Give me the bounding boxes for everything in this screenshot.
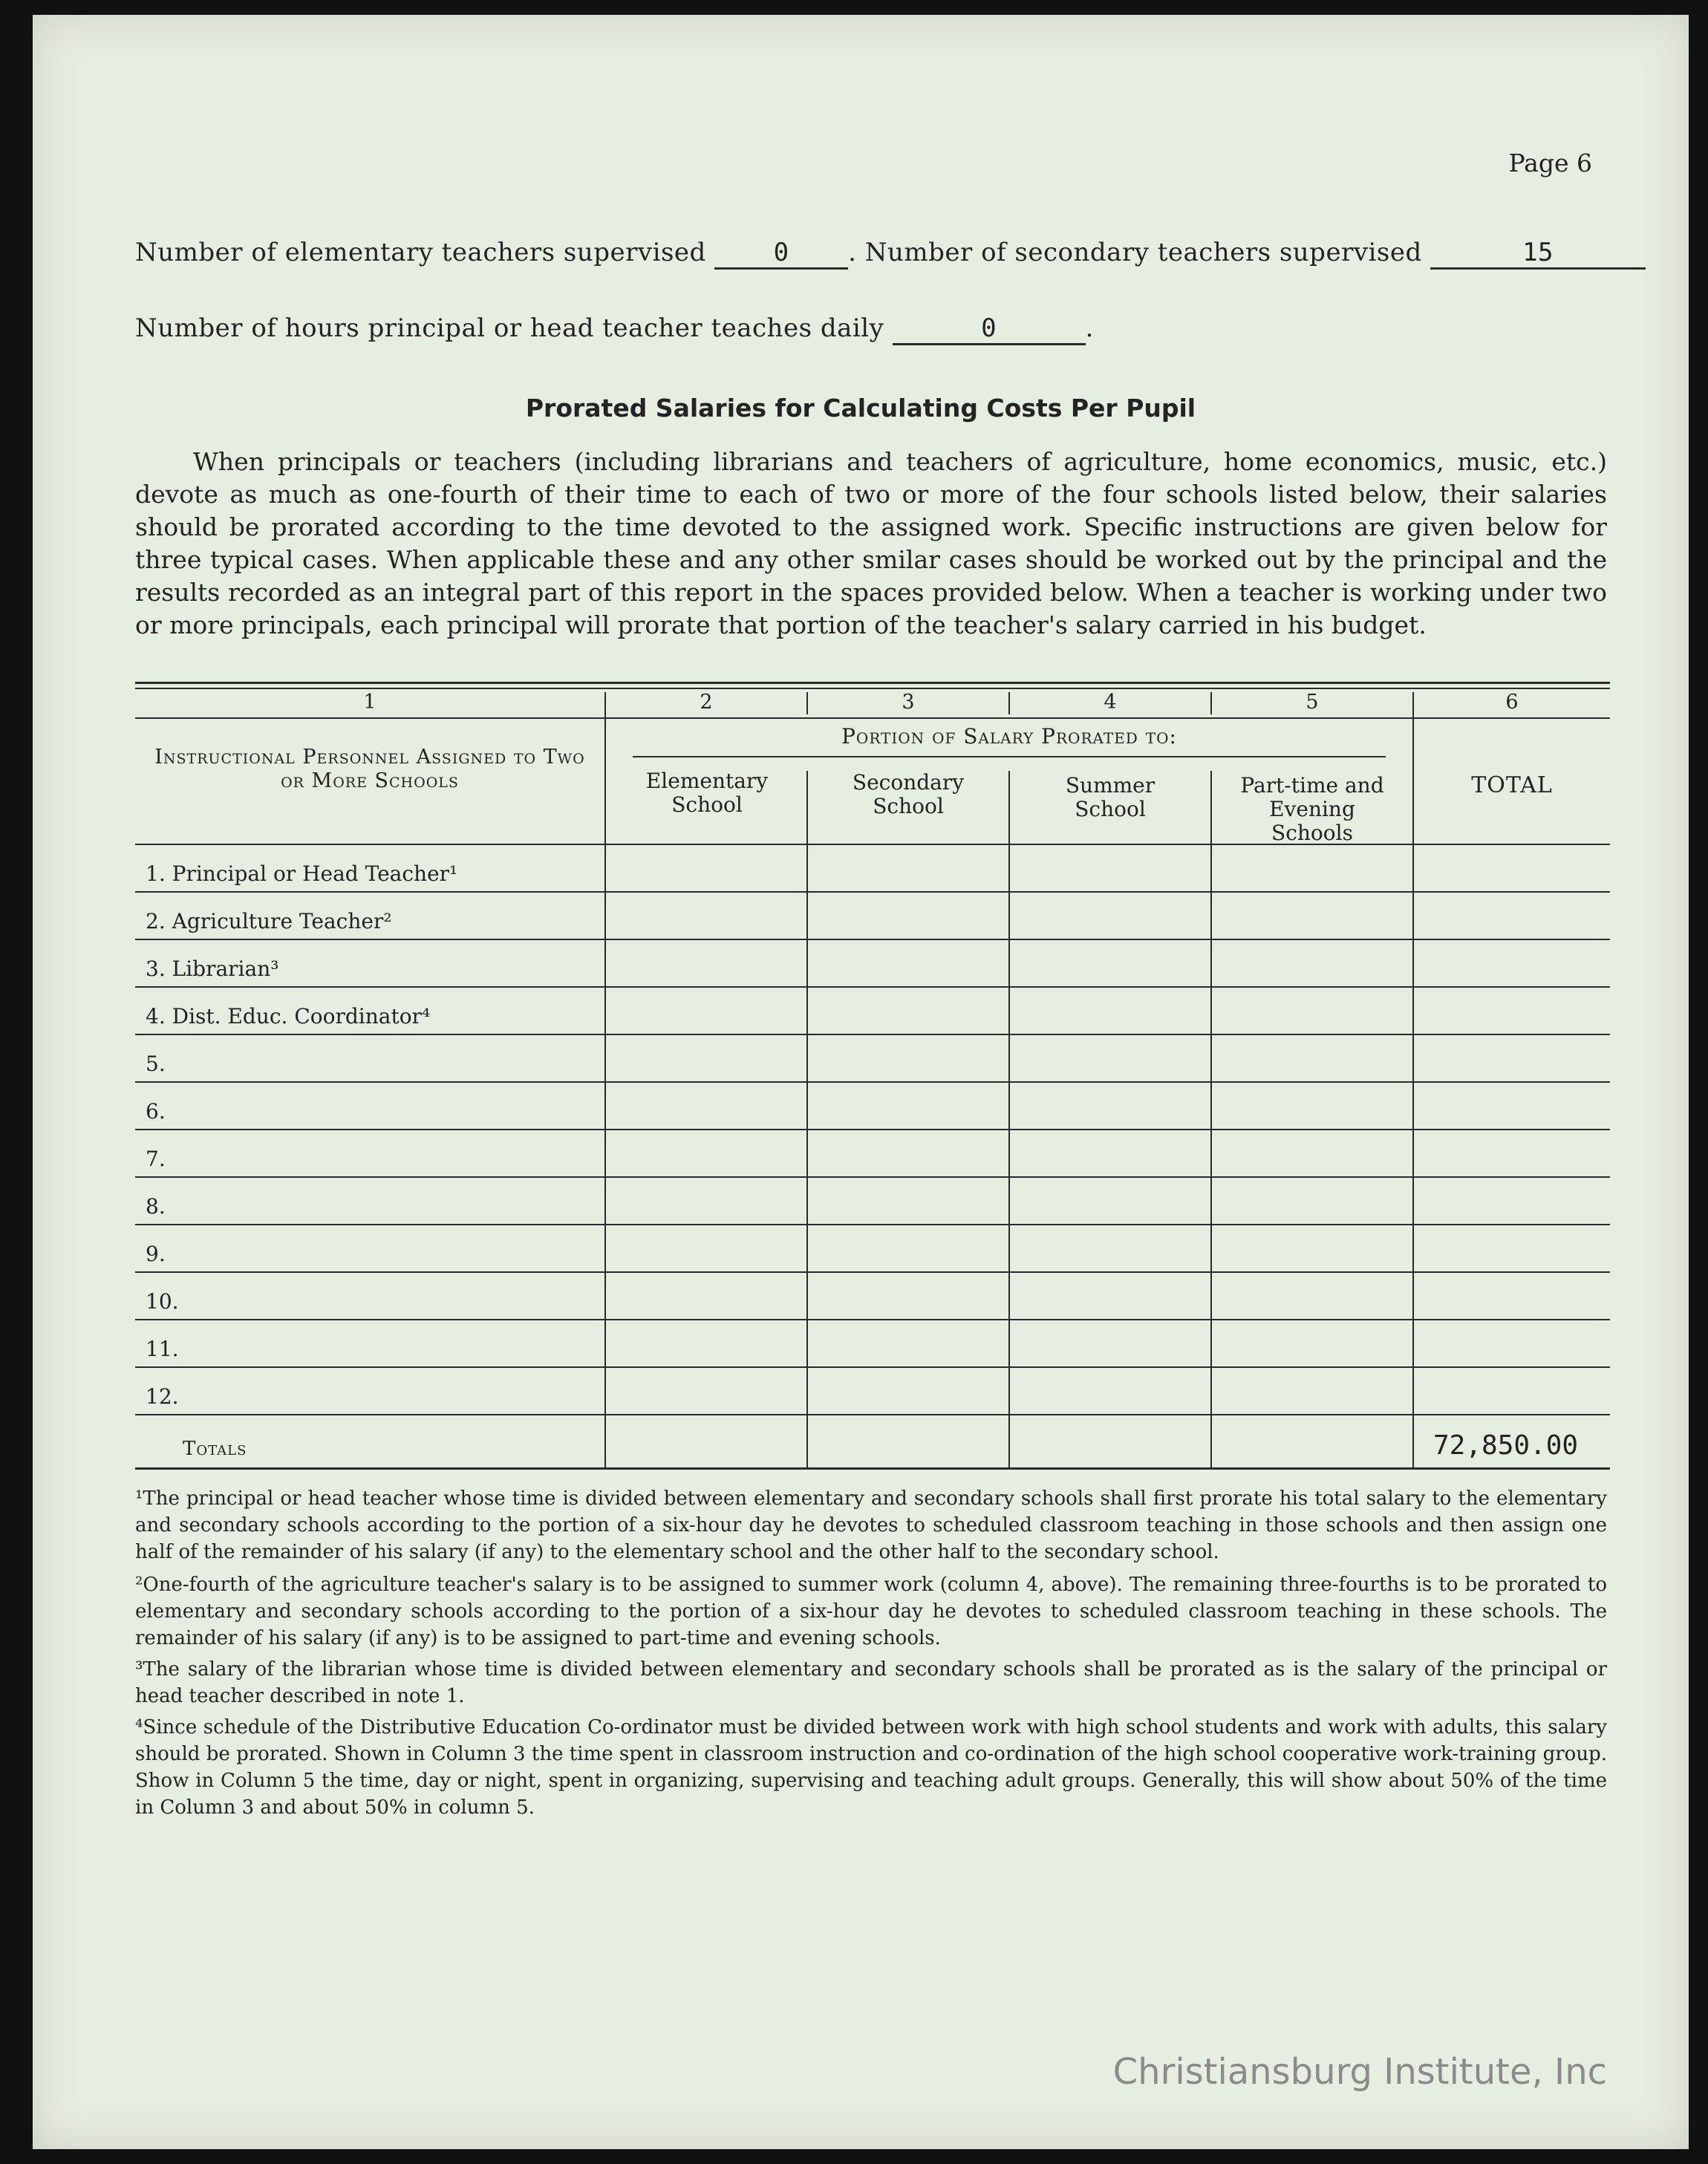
totals-value: 72,850.00 <box>1433 1430 1579 1461</box>
row-label: 12. <box>146 1384 179 1409</box>
row-rule <box>135 939 1610 940</box>
elementary-teachers-label: Number of elementary teachers supervised <box>135 238 706 267</box>
row-rule <box>135 891 1610 893</box>
totals-label: Totals <box>183 1438 247 1460</box>
row-rule <box>135 1414 1610 1415</box>
intro-paragraph: When principals or teachers (including librarians and teachers of agriculture, home economics, music, etc.) devote as much as one-fourth of their time to each of two or more of the four schools listed below, their salaries should be prorated according to the time devoted to the assigned work. Specific instructions are given below for three typical cases. When applicable these and any other smilar cases should be worked out by the principal and the results recorded as an integral part of this report in the spaces provided below. When a teacher is working under two or more principals, each principal will prorate that portion of the teacher's salary carried in his budget. <box>135 447 1607 639</box>
section-title: Prorated Salaries for Calculating Costs Per Pupil <box>525 394 1196 423</box>
secondary-teachers-value: 15 <box>1430 238 1646 270</box>
footnote-2: ²One-fourth of the agriculture teacher's salary is to be assigned to summer work (column 4, above). The remaining three-fourths is to be prorated to elementary and secondary schools according to the portion of a six-hour day he devotes to scheduled classroom teaching in these schools. The remainder of his salary (if any) is to be assigned to part-time and evening schools. <box>135 1574 1607 1649</box>
column-number-rule <box>135 717 1610 719</box>
prorated-salaries-table <box>135 682 1610 1469</box>
column-divider <box>1210 692 1212 714</box>
teachers-supervised-line: Number of elementary teachers supervised 0 . Number of secondary teachers supervised 15 <box>135 238 1646 270</box>
column-number-3: 3 <box>902 691 915 714</box>
summer-school-header: Summer School <box>1065 773 1155 821</box>
column-divider <box>1008 771 1010 1469</box>
hours-teaching-line: Number of hours principal or head teacher teaches daily 0 . <box>135 313 1094 345</box>
row-rule <box>135 1034 1610 1035</box>
column-number-5: 5 <box>1306 691 1319 714</box>
hours-teaching-value: 0 <box>893 313 1086 345</box>
hours-teaching-label: Number of hours principal or head teacher teaches daily <box>135 313 884 343</box>
row-label: 1. Principal or Head Teacher¹ <box>146 861 458 886</box>
row-rule <box>135 1176 1610 1178</box>
column-divider <box>806 771 808 1469</box>
personnel-column-header: Instructional Personnel Assigned to Two or More Schools <box>154 746 585 792</box>
column-number-2: 2 <box>700 691 713 714</box>
column-divider <box>1210 771 1212 1469</box>
row-label: 8. <box>146 1194 166 1219</box>
row-label: 7. <box>146 1147 166 1171</box>
group-header-rule <box>633 756 1386 757</box>
page-number: Page 6 <box>1508 149 1592 177</box>
row-rule <box>135 1319 1610 1320</box>
row-rule <box>135 1081 1610 1083</box>
row-rule <box>135 1224 1610 1225</box>
row-rule <box>135 1366 1610 1368</box>
footnote-3: ³The salary of the librarian whose time is divided between elementary and secondary schools shall be prorated as is the salary of the principal or head teacher described in note 1. <box>135 1658 1607 1707</box>
row-label: 10. <box>146 1289 179 1314</box>
total-column-header: TOTAL <box>1471 772 1553 798</box>
table-bottom-rule <box>135 1467 1610 1470</box>
row-rule <box>135 986 1610 988</box>
watermark: Christiansburg Institute, Inc <box>1112 2051 1607 2093</box>
column-divider <box>1008 692 1010 714</box>
row-rule <box>135 1129 1610 1130</box>
footnote-4: ⁴Since schedule of the Distributive Education Co-ordinator must be divided between work with high school students and work with adults, this salary should be prorated. Shown in Column 3 the time spent in classroom instruction and co-ordination of the high school cooperative work-training group. Show in Column 5 the time, day or night, spent in organizing, supervising and teaching adult groups. Generally, this will show about 50% of the time in Column 3 and about 50% in column 5. <box>135 1716 1607 1819</box>
row-label: 2. Agriculture Teacher² <box>146 909 392 933</box>
column-divider <box>604 692 606 1469</box>
column-number-1: 1 <box>363 691 377 714</box>
elementary-teachers-value: 0 <box>714 238 848 270</box>
row-label: 4. Dist. Educ. Coordinator⁴ <box>146 1004 431 1029</box>
row-label: 9. <box>146 1242 166 1266</box>
part-time-evening-header: Part-time and Evening Schools <box>1240 773 1384 845</box>
column-number-6: 6 <box>1505 691 1519 714</box>
header-bottom-rule <box>135 844 1610 845</box>
column-divider <box>806 692 808 714</box>
column-divider <box>1412 692 1414 1469</box>
secondary-school-header: Secondary School <box>852 770 965 818</box>
table-top-rule <box>135 682 1610 684</box>
row-label: 6. <box>146 1099 166 1124</box>
table-top-rule-inner <box>135 688 1610 689</box>
footnote-1: ¹The principal or head teacher whose time is divided between elementary and secondary schools shall first prorate his total salary to the elementary and secondary schools according to the portion of a six-hour day he devotes to scheduled classroom teaching in those schools and then assign one half of the remainder of his salary (if any) to the elementary school and the other half to the secondary school. <box>135 1487 1607 1563</box>
row-label: 3. Librarian³ <box>146 956 279 981</box>
document-page <box>33 15 1689 2149</box>
row-label: 5. <box>146 1052 166 1076</box>
elementary-school-header: Elementary School <box>645 769 769 817</box>
secondary-teachers-label: Number of secondary teachers supervised <box>864 238 1422 267</box>
column-number-4: 4 <box>1104 691 1117 714</box>
portion-prorated-header: Portion of Salary Prorated to: <box>841 724 1177 749</box>
row-rule <box>135 1271 1610 1273</box>
row-label: 11. <box>146 1337 179 1361</box>
